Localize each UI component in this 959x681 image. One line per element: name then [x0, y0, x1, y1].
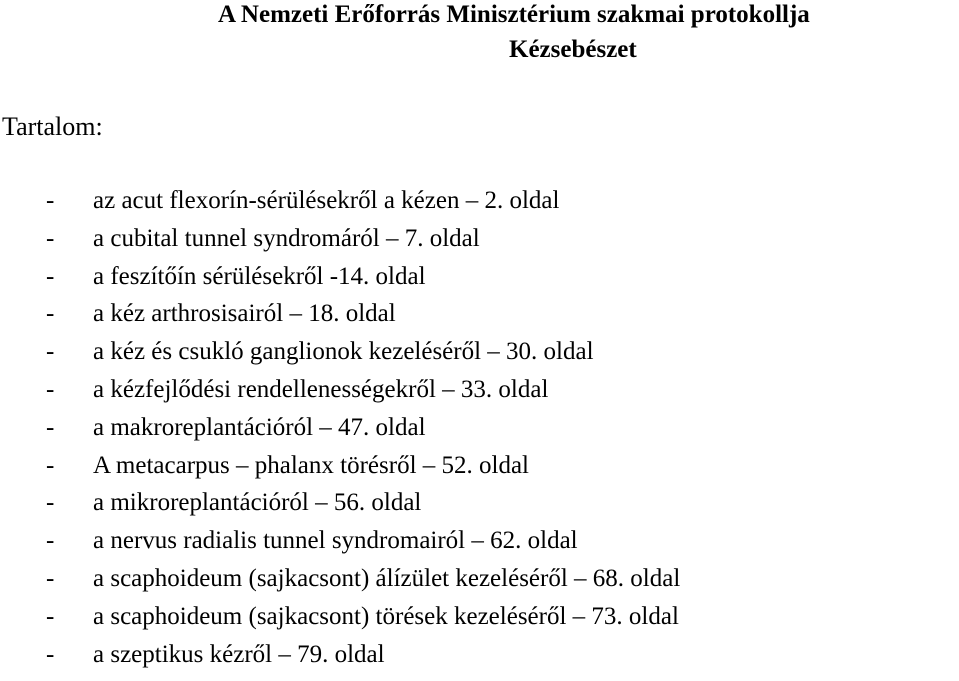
toc-item — [0, 412, 959, 450]
toc-bullet: - — [46, 564, 55, 592]
toc-item-text: A metacarpus – phalanx törésről – 52. oldal — [93, 451, 529, 479]
toc-item-text: a kéz és csukló ganglionok kezeléséről – 30. oldal — [93, 338, 594, 366]
toc-bullet: - — [46, 527, 55, 555]
toc-item-text: a nervus radialis tunnel syndromairól – 62. oldal — [93, 527, 578, 555]
toc-item-text: a makroreplantációról – 47. oldal — [93, 413, 426, 441]
toc-item-text: a kéz arthrosisairól – 18. oldal — [93, 300, 396, 328]
toc-item-text: a scaphoideum (sajkacsont) álízület kezeléséről – 68. oldal — [93, 564, 681, 592]
toc-item — [0, 223, 959, 261]
toc-item — [0, 450, 959, 488]
toc-item-text: a mikroreplantációról – 56. oldal — [93, 489, 422, 517]
toc-bullet: - — [46, 602, 55, 630]
toc-bullet: - — [46, 300, 55, 328]
toc-bullet: - — [46, 338, 55, 366]
document-subtitle: Kézsebészet — [509, 36, 637, 63]
toc-list — [0, 185, 959, 676]
toc-heading: Tartalom: — [2, 112, 103, 141]
toc-bullet: - — [46, 262, 55, 290]
toc-item — [0, 525, 959, 563]
toc-item-text: a szeptikus kézről – 79. oldal — [93, 640, 385, 668]
toc-item — [0, 639, 959, 677]
toc-bullet: - — [46, 489, 55, 517]
toc-bullet: - — [46, 375, 55, 403]
toc-bullet: - — [46, 224, 55, 252]
toc-item — [0, 563, 959, 601]
toc-item-text: az acut flexorín-sérülésekről a kézen – 2. oldal — [93, 187, 560, 214]
document-title: A Nemzeti Erőforrás Minisztérium szakmai protokollja — [218, 1, 810, 28]
toc-item — [0, 185, 959, 223]
toc-item — [0, 336, 959, 374]
toc-item-text: a scaphoideum (sajkacsont) törések kezeléséről – 73. oldal — [93, 602, 679, 630]
toc-item — [0, 298, 959, 336]
toc-bullet: - — [46, 413, 55, 441]
toc-item-text: a kézfejlődési rendellenességekről – 33. oldal — [93, 375, 549, 403]
toc-bullet: - — [46, 187, 55, 214]
toc-item — [0, 374, 959, 412]
toc-item — [0, 601, 959, 639]
toc-bullet: - — [46, 451, 55, 479]
toc-bullet: - — [46, 640, 55, 668]
toc-item — [0, 487, 959, 525]
toc-item-text: a cubital tunnel syndromáról – 7. oldal — [93, 224, 480, 252]
toc-item — [0, 261, 959, 299]
toc-item-text: a feszítőín sérülésekről -14. oldal — [93, 262, 426, 290]
